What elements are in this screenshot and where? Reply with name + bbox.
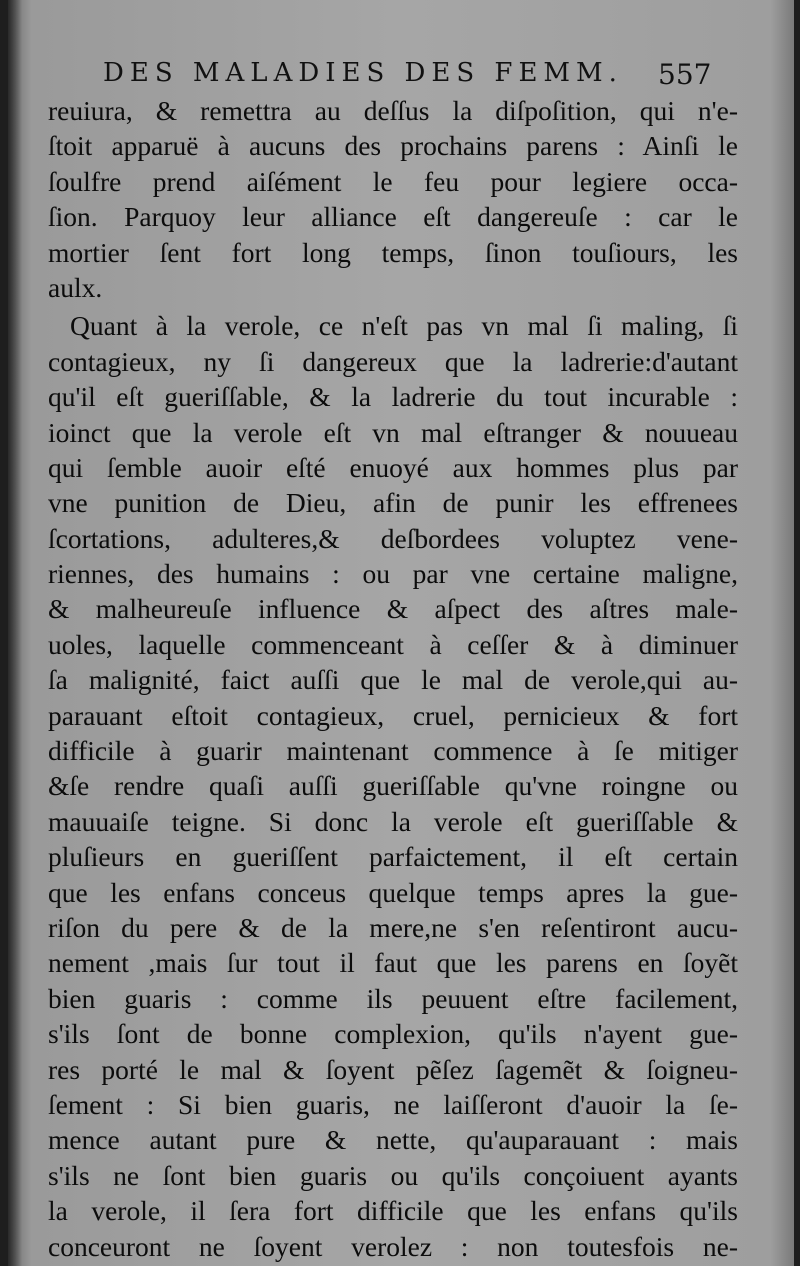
- book-page: [8, 0, 794, 1266]
- text-line: qu'il eſt gueriſſable, & la ladrerie du tout incurable :: [48, 381, 738, 413]
- text-line: ioinct que la verole eſt vn mal eſtranger & nouueau: [48, 416, 738, 448]
- text-line: res porté le mal & ſoyent pẽſez ſagemẽt & ſoigneu-: [48, 1053, 738, 1085]
- page-number: 557: [658, 58, 712, 91]
- gutter-shadow: [8, 0, 22, 1266]
- text-line: bien guaris : comme ils peuuent eſtre facilement,: [48, 982, 738, 1014]
- text-line: ſa malignité, faict auſſi que le mal de verole,qui au-: [48, 664, 738, 696]
- text-line: nement ,mais ſur tout il faut que les parens en ſoyẽt: [48, 947, 738, 979]
- text-line: ſement : Si bien guaris, ne laiſſeront d'auoir la ſe-: [48, 1088, 738, 1120]
- text-line: conceuront ne ſoyent verolez : non toutesfois ne-: [48, 1230, 738, 1262]
- text-line: pluſieurs en gueriſſent parfaictement, il eſt certain: [48, 841, 738, 873]
- text-line: mence autant pure & nette, qu'auparauant : mais: [48, 1124, 738, 1156]
- paragraph-start-line: Quant à la verole, ce n'eſt pas vn mal ſi maling, ſi: [70, 310, 738, 342]
- text-line: qui ſemble auoir eſté enuoyé aux hommes plus par: [48, 451, 738, 483]
- running-head: [8, 58, 794, 98]
- body-text: [48, 93, 738, 1264]
- text-line: ſtoit apparuë à aucuns des prochains parens : Ainſi le: [48, 130, 738, 162]
- text-line: &ſe rendre quaſi auſſi gueriſſable qu'vne roingne ou: [48, 770, 738, 802]
- text-line: difficile à guarir maintenant commence à ſe mitiger: [48, 735, 738, 767]
- text-line: reuiura, & remettra au deſſus la diſpoſition, qui n'e-: [48, 95, 738, 126]
- text-line: ſcortations, adulteres,& deſbordees voluptez vene-: [48, 522, 738, 554]
- text-line: aulx.: [48, 271, 103, 303]
- text-line: mortier ſent fort long temps, ſinon touſiours, les: [48, 236, 738, 268]
- text-line: mauuaiſe teigne. Si donc la verole eſt gueriſſable &: [48, 805, 738, 837]
- text-line: parauant eſtoit contagieux, cruel, pernicieux & fort: [48, 699, 738, 731]
- text-line: & malheureuſe influence & aſpect des aſtres male-: [48, 593, 738, 625]
- text-line: ſoulfre prend aiſément le feu pour legiere occa-: [48, 165, 738, 197]
- text-line: s'ils ſont de bonne complexion, qu'ils n'ayent gue-: [48, 1018, 738, 1050]
- text-line: contagieux, ny ſi dangereux que la ladrerie:d'autant: [48, 345, 738, 377]
- text-line: la verole, il ſera fort difficile que les enfans qu'ils: [48, 1195, 738, 1227]
- text-line: vne punition de Dieu, afin de punir les effrenees: [48, 487, 738, 519]
- text-line: que les enfans conceus quelque temps apres la gue-: [48, 876, 738, 908]
- text-line: uoles, laquelle commenceant à ceſſer & à diminuer: [48, 628, 738, 660]
- running-head-title: DES MALADIES DES FEMM.: [103, 58, 623, 88]
- text-line: s'ils ne ſont bien guaris ou qu'ils conçoiuent ayants: [48, 1159, 738, 1191]
- text-line: riennes, des humains : ou par vne certaine maligne,: [48, 558, 738, 590]
- text-line: riſon du pere & de la mere,ne s'en reſentiront aucu-: [48, 911, 738, 943]
- text-line: ſion. Parquoy leur alliance eſt dangereuſe : car le: [48, 201, 738, 233]
